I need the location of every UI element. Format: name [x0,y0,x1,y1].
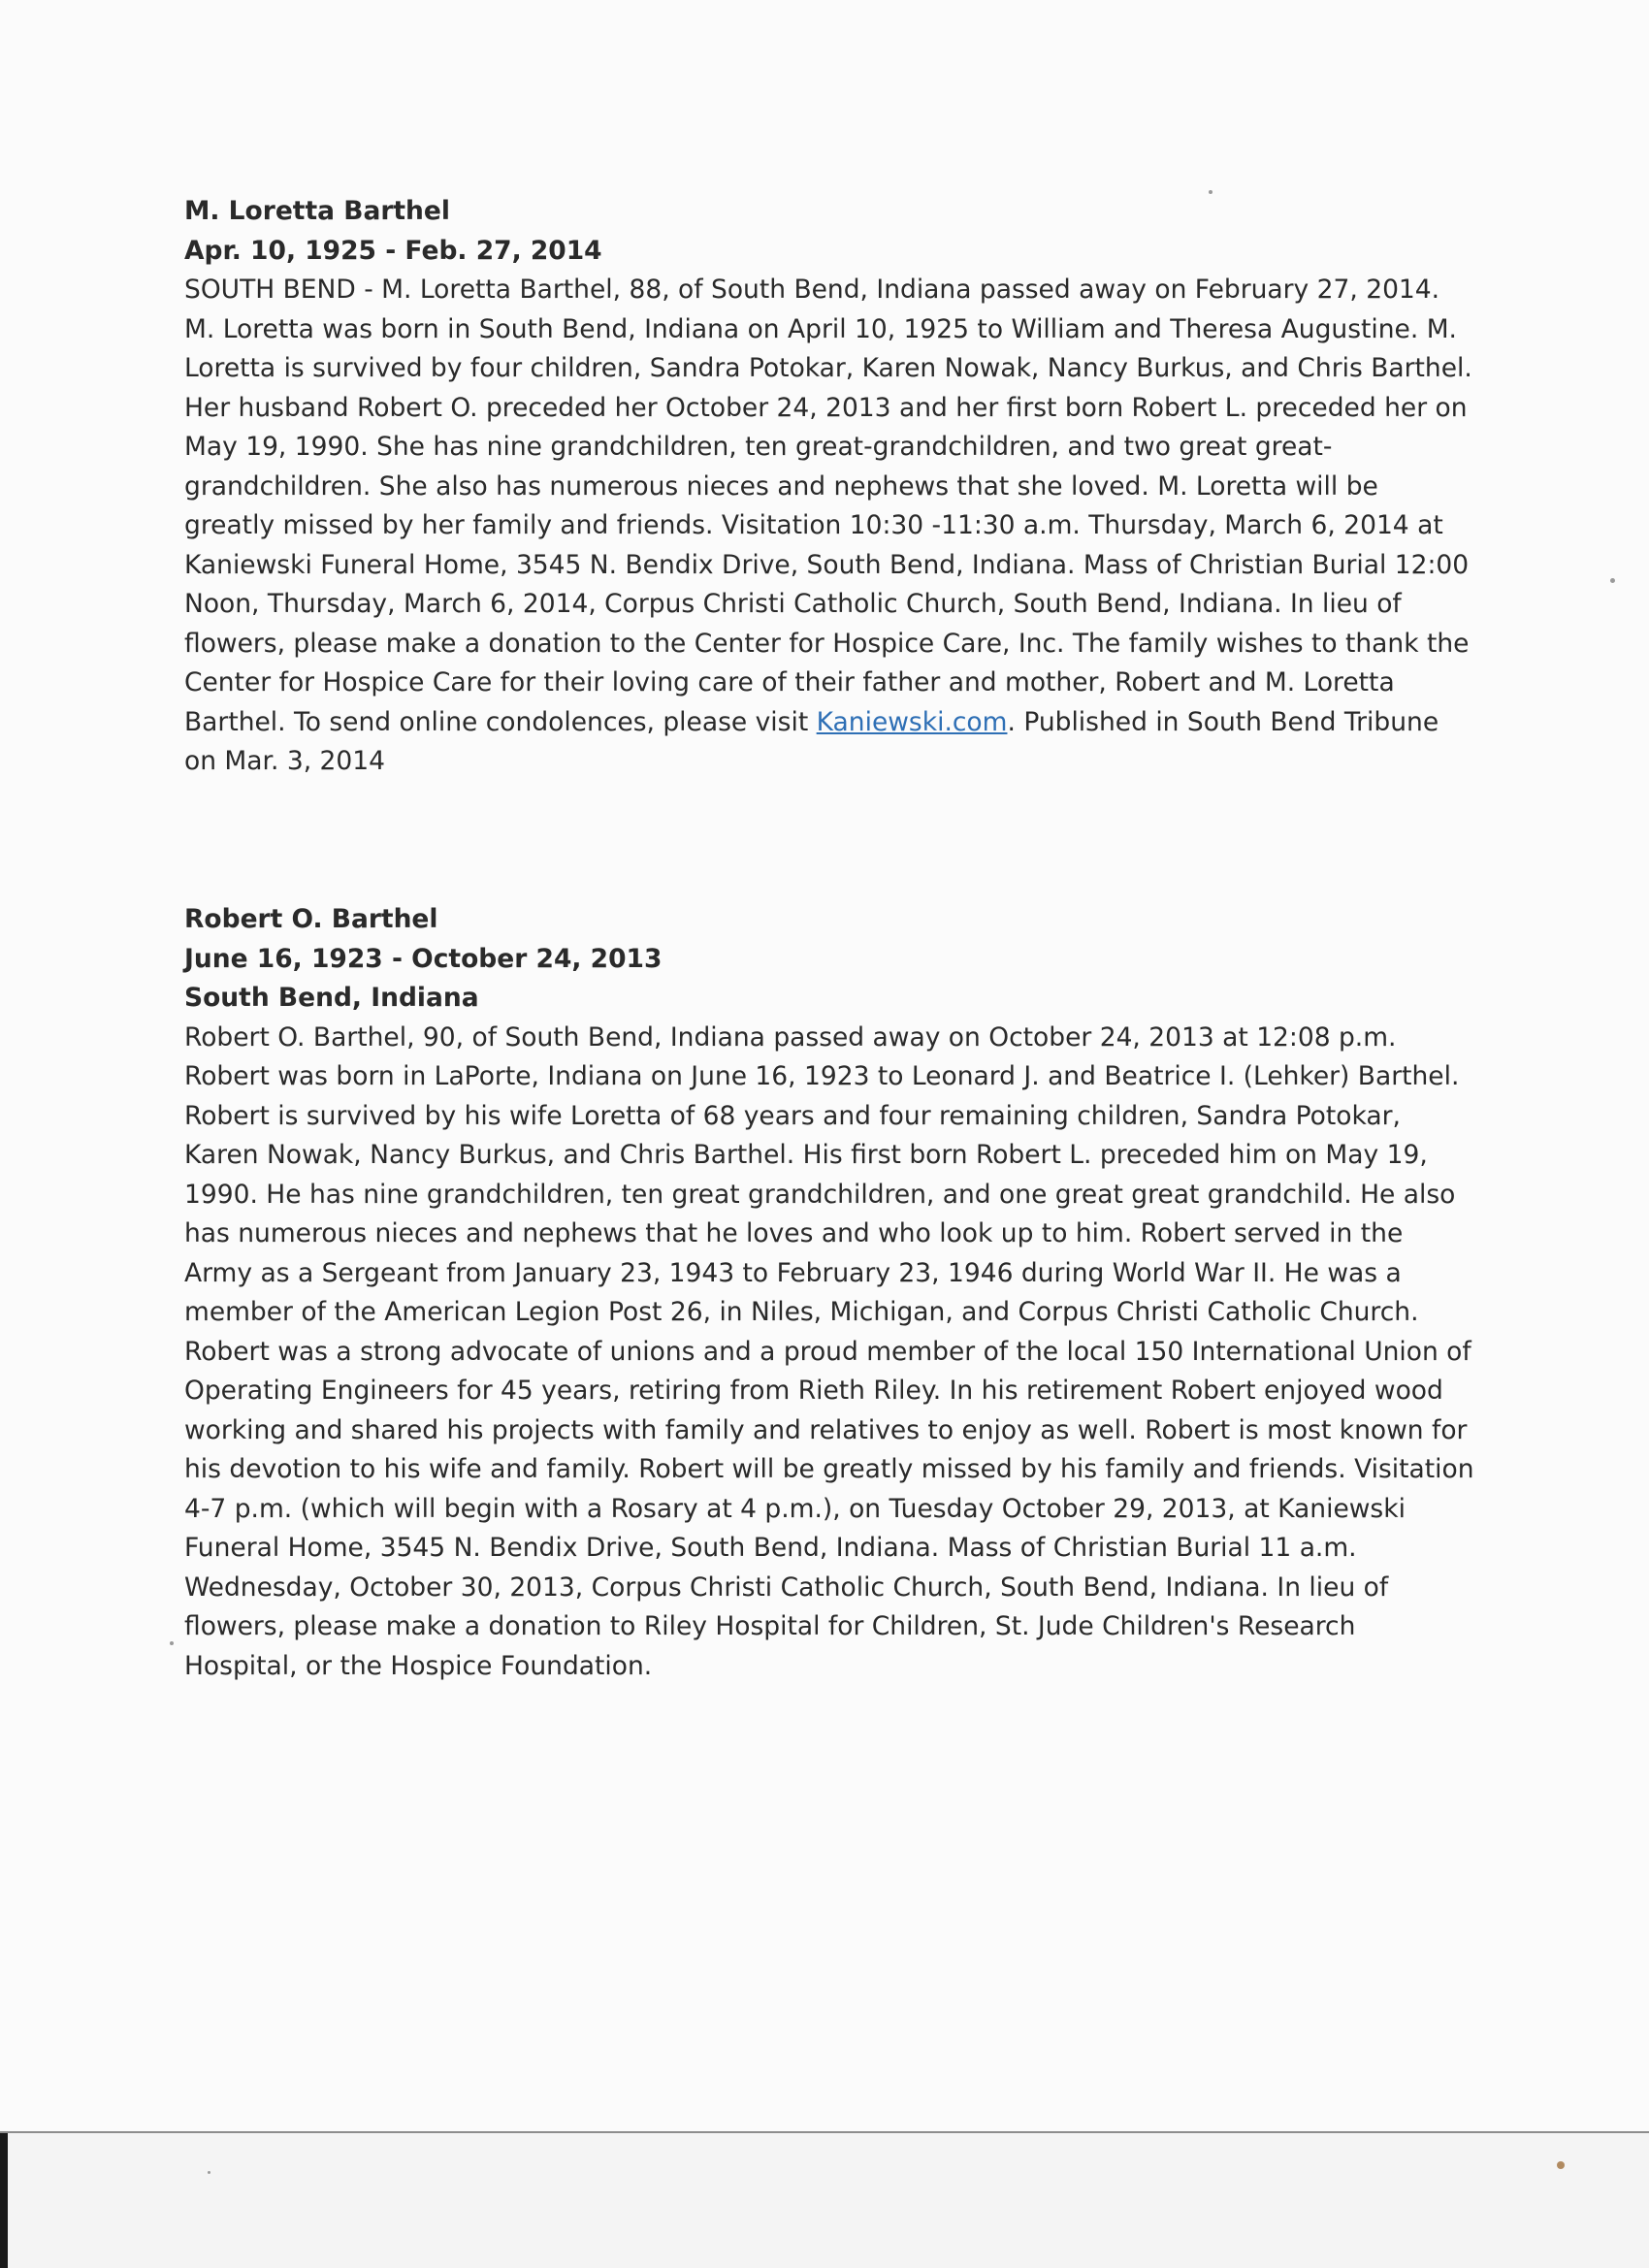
obituary-body: Robert O. Barthel, 90, of South Bend, Indiana passed away on October 24, 2013 at 12:08 p.m. Robert was born in LaPorte, Indiana on June 16, 1923 to Leonard J. and Beatrice I. (Lehker) Barthel. Robert is survived by his wife Loretta of 68 years and four remaining children, Sandra Potokar, Karen Nowak, Nancy Burkus, and Chris Barthel. His first born Robert L. preceded him on May 19, 1990. He has nine grandchildren, ten great grandchildren, and one great great grandchild. He also has numerous nieces and nephews that he loves and who look up to him. Robert served in the Army as a Sergeant from January 23, 1943 to February 23, 1946 during World War II. He was a member of the American Legion Post 26, in Niles, Michigan, and Corpus Christi Catholic Church. Robert was a strong advocate of unions and a proud member of the local 150 International Union of Operating Engineers for 45 years, retiring from Rieth Riley. In his retirement Robert enjoyed wood working and shared his projects with family and relatives to enjoy as well. Robert is most known for his devotion to his wife and family. Robert will be greatly missed by his family and friends. Visitation 4-7 p.m. (which will begin with a Rosary at 4 p.m.), on Tuesday October 29, 2013, at Kaniewski Funeral Home, 3545 N. Bendix Drive, South Bend, Indiana. Mass of Christian Burial 11 a.m. Wednesday, October 30, 2013, Corpus Christi Catholic Church, South Bend, Indiana. In lieu of flowers, please make a donation to Riley Hospital for Children, St. Jude Children's Research Hospital, or the Hospice Foundation. [184,1021,1474,1681]
scan-left-shadow [0,2133,8,2268]
obituary-robert-barthel [184,900,1474,1686]
obituary-name: Robert O. Barthel [184,904,438,934]
obituary-body [184,271,1474,782]
scan-edge-line [0,2131,1649,2133]
obituary-loretta-barthel [184,192,1474,782]
scan-speck [1209,190,1212,194]
obituary-location: South Bend, Indiana [184,983,479,1013]
obituary-publication-note: . Published in South Bend Tribune on Mar. 3, 2014 [184,706,1439,776]
scan-speck [208,2171,210,2174]
obituary-body-text: SOUTH BEND - M. Loretta Barthel, 88, of South Bend, Indiana passed away on February 27, 2014. M. Loretta was born in South Bend, Indiana on April 10, 1925 to William and Theresa Augustine. M. Loretta is survived by four children, Sandra Potokar, Karen Nowak, Nancy Burkus, and Chris Barthel. Her husband Robert O. preceded her October 24, 2013 and her first born Robert L. preceded her on May 19, 1990. She has nine grandchildren, ten great-grandchildren, and two great great-grandchildren. She also has numerous nieces and nephews that she loved. M. Loretta will be greatly missed by her family and friends. Visitation 10:30 -11:30 a.m. Thursday, March 6, 2014 at Kaniewski Funeral Home, 3545 N. Bendix Drive, South Bend, Indiana. Mass of Christian Burial 12:00 Noon, Thursday, March 6, 2014, Corpus Christi Catholic Church, South Bend, Indiana. In lieu of flowers, please make a donation to the Center for Hospice Care, Inc. The family wishes to thank the Center for Hospice Care for their loving care of their father and mother, Robert and M. Loretta Barthel. To send online condolences, please visit [184,275,1472,737]
kaniewski-link[interactable]: Kaniewski.com [816,706,1008,737]
obituary-name: M. Loretta Barthel [184,196,450,226]
scan-bottom-strip [0,2133,1649,2268]
obituary-dates: June 16, 1923 - October 24, 2013 [184,943,663,974]
scan-speck [1610,578,1615,583]
obituary-dates: Apr. 10, 1925 - Feb. 27, 2014 [184,235,602,266]
scan-speck [1557,2161,1565,2169]
scan-speck [170,1641,174,1645]
